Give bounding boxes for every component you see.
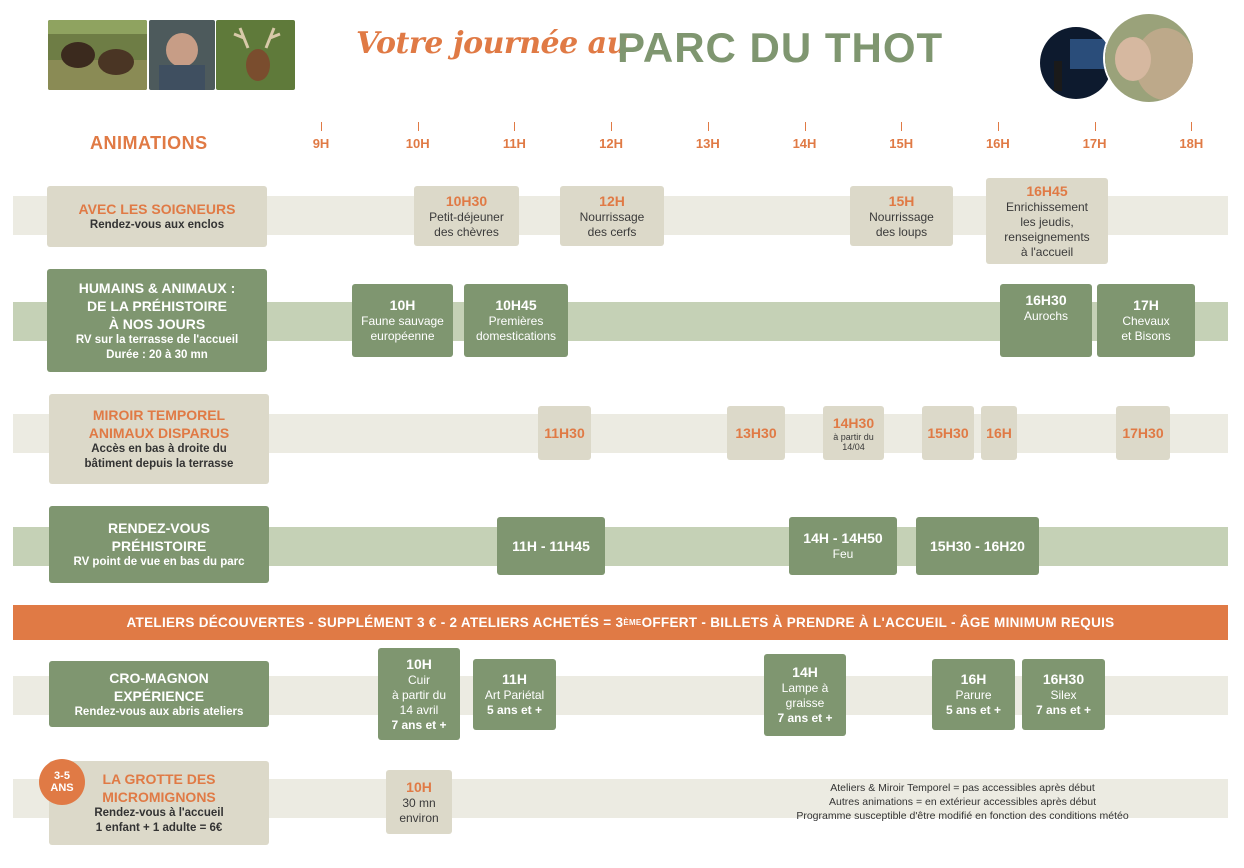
humains-title: DE LA PRÉHISTOIRE [86,297,228,314]
ateliers-banner [13,605,1228,640]
rdv-title: RENDEZ-VOUS [108,520,210,536]
event-soigneurs-3 [850,186,953,246]
event-time: 11H [502,671,527,687]
event-text: à l'accueil [1020,244,1074,259]
hour-tick [418,122,419,131]
event-cromagnon-3 [764,654,846,736]
event-text: Nourrissage [869,209,934,224]
humains-sub: Durée : 20 à 30 mn [106,348,208,361]
event-age: 5 ans et + [945,703,1002,717]
hour-label: 14H [792,136,817,151]
event-note: à partir du [833,431,874,442]
event-cromagnon-1 [378,648,460,740]
event-miroir-3 [823,406,884,460]
cromagnon-title: CRO-MAGNON [109,669,209,686]
event-text: des cerfs [587,224,637,239]
note-line: Autres animations = en extérieur accessibles après début [828,796,1097,808]
hour-tick [321,122,322,131]
event-rdv-3 [916,517,1039,575]
age-badge [39,759,85,805]
event-text: Petit-déjeuner [429,209,504,224]
event-cromagnon-5 [1022,659,1105,730]
event-text: domestications [475,329,557,343]
event-age: 7 ans et + [1035,703,1092,717]
humains-title: HUMAINS & ANIMAUX : [78,279,236,296]
event-miroir-5 [981,406,1017,460]
event-time: 17H [1133,297,1159,313]
event-time: 16H45 [1026,182,1068,199]
animations-label: ANIMATIONS [90,133,208,153]
hour-tick [998,122,999,131]
hour-tick [708,122,709,131]
event-cromagnon-4 [932,659,1015,730]
event-soigneurs-4 [986,178,1108,264]
event-time: 16H [960,671,987,687]
label-miroir [49,394,269,484]
badge-line: ANS [50,782,74,794]
photo-cerf [216,20,295,90]
event-text: environ [399,810,439,825]
banner-text-2: OFFERT - BILLETS À PRENDRE À L'ACCUEIL - ÂGE MINIMUM REQUIS [641,615,1115,630]
event-age: 7 ans et + [777,711,833,725]
hour-label: 10H [405,136,430,151]
event-humains-3 [1000,284,1092,357]
miroir-sub: bâtiment depuis la terrasse [84,458,234,470]
grotte-sub: 1 enfant + 1 adulte = 6€ [95,822,223,834]
soigneurs-sub: Rendez-vous aux enclos [89,219,225,231]
event-time: 10H30 [445,192,488,209]
event-text: des chèvres [434,224,499,239]
hour-label: 18H [1179,136,1204,151]
miroir-title: ANIMAUX DISPARUS [88,425,230,441]
event-text: Parure [955,688,992,702]
hour-tick [1191,122,1192,131]
miroir-title: MIROIR TEMPOREL [92,407,226,423]
title-main: PARC DU THOT [617,24,944,71]
event-time: 17H30 [1122,424,1164,441]
event-time: 16H [986,424,1012,441]
hour-label: 16H [985,136,1010,151]
hour-label: 13H [695,136,720,151]
rdv-sub: RV point de vue en bas du parc [73,556,245,568]
event-soigneurs-2 [560,186,664,246]
event-miroir-2 [727,406,785,460]
grotte-title: LA GROTTE DES [102,771,216,787]
badge-line: 3-5 [54,770,70,782]
hour-tick [514,122,515,131]
hour-label: 15H [889,136,914,151]
event-text: Art Pariétal [484,688,545,702]
event-time: 14H [792,664,818,680]
photo-bisons [48,20,147,90]
event-time: 15H [888,192,915,209]
hour-tick [805,122,806,131]
humains-sub: RV sur la terrasse de l'accueil [75,333,239,346]
event-time: 13H30 [735,424,777,441]
hour-tick [1095,122,1096,131]
event-cromagnon-2 [473,659,556,730]
event-humains-4 [1097,284,1195,357]
event-age: 7 ans et + [391,717,447,732]
event-text: Faune sauvage [361,314,444,328]
event-text: Silex [1050,688,1077,702]
photo-enfant-atelier [149,20,215,90]
cromagnon-sub: Rendez-vous aux abris ateliers [74,705,244,718]
event-miroir-4 [922,406,974,460]
event-miroir-6 [1116,406,1170,460]
hour-label: 17H [1082,136,1107,151]
event-humains-1 [352,284,453,357]
event-text: des loups [875,224,928,239]
event-text: Nourrissage [579,209,645,224]
event-text: Aurochs [1023,309,1069,323]
title-script: Votre journée au [356,26,628,61]
grotte-title: MICROMIGNONS [102,789,216,805]
hour-tick [901,122,902,131]
hour-tick [611,122,612,131]
event-text: renseignements [1004,229,1090,244]
hour-label: 12H [599,136,624,151]
event-text: Lampe à [781,681,829,695]
label-humains [47,269,267,372]
event-time: 11H30 [544,424,585,441]
hour-label: 9H [312,136,330,151]
event-text: 14 avril [399,702,439,717]
label-rdv [49,506,269,583]
event-time: 16H30 [1042,671,1085,687]
event-rdv-1 [497,517,605,575]
event-time: 16H30 [1025,292,1067,308]
event-text: Enrichissement [1005,199,1089,214]
event-text: 30 mn [402,795,436,810]
event-time: 11H - 11H45 [512,537,590,554]
label-soigneurs [47,186,267,247]
event-time: 14H - 14H50 [803,530,883,546]
event-text: Feu [832,547,854,561]
event-time: 10H [406,655,432,672]
humains-title: À NOS JOURS [108,315,206,332]
banner-text-1: ATELIERS DÉCOUVERTES - SUPPLÉMENT 3 € - 2 ATELIERS ACHETÉS = 3 [126,615,624,630]
soigneurs-title: AVEC LES SOIGNEURS [78,201,236,217]
note-line: Programme susceptible d'être modifié en fonction des conditions météo [796,810,1129,822]
note-line: Ateliers & Miroir Temporel = pas accessibles après début [830,782,1095,794]
label-cromagnon [49,661,269,727]
event-rdv-2 [789,517,897,575]
event-time: 10H [389,297,416,313]
event-text: les jeudis, [1020,214,1074,229]
event-soigneurs-1 [414,186,519,246]
event-time: 15H30 - 16H20 [930,537,1025,554]
event-text: à partir du [391,687,447,702]
event-text: Chevaux [1122,314,1170,328]
event-time: 12H [599,192,625,209]
event-miroir-1 [538,406,591,460]
event-humains-2 [464,284,568,357]
event-text: européenne [370,329,435,343]
event-text: Cuir [407,672,430,687]
photo-enfant-animal [1103,12,1195,104]
banner-sup: ÈME [623,618,642,627]
event-text: Premières [488,314,544,328]
cromagnon-title: EXPÉRIENCE [113,687,205,704]
event-time: 15H30 [927,424,969,441]
miroir-sub: Accès en bas à droite du [91,443,227,455]
event-text: et Bisons [1121,329,1171,343]
hour-label: 11H [502,136,526,151]
event-time: 10H [406,778,432,795]
grotte-sub: Rendez-vous à l'accueil [94,807,224,819]
event-time: 14H30 [832,414,875,431]
notes [700,781,1225,823]
event-text: graisse [785,696,825,710]
event-grotte [386,770,452,834]
photo-miroir-temporel [1040,27,1112,99]
event-note: 14/04 [842,441,865,452]
rdv-title: PRÉHISTOIRE [111,538,207,554]
event-age: 5 ans et + [486,703,543,717]
event-time: 10H45 [495,297,537,313]
